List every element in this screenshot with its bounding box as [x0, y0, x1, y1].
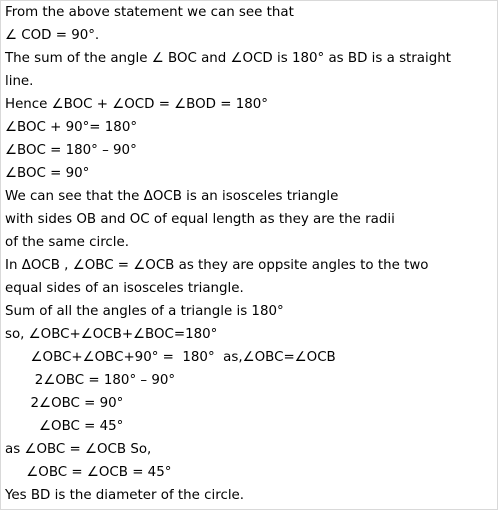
- text-line: ∠BOC = 90°: [5, 166, 90, 181]
- text-line: line.: [5, 74, 34, 89]
- text-line: The sum of the angle ∠ BOC and ∠OCD is 180° as BD is a straight: [5, 51, 451, 66]
- text-line: ∠BOC + 90°= 180°: [5, 120, 138, 135]
- text-line: Sum of all the angles of a triangle is 180°: [5, 304, 284, 319]
- text-line: so, ∠OBC+∠OCB+∠BOC=180°: [5, 327, 218, 342]
- text-line: 2∠OBC = 90°: [5, 396, 124, 411]
- text-line: ∠ COD = 90°.: [5, 28, 100, 43]
- text-line: ∠BOC = 180° – 90°: [5, 143, 137, 158]
- text-line: From the above statement we can see that: [5, 5, 294, 20]
- text-line: of the same circle.: [5, 235, 129, 250]
- text-line: ∠OBC+∠OBC+90° = 180° as,∠OBC=∠OCB: [5, 350, 336, 365]
- text-line: Yes BD is the diameter of the circle.: [5, 488, 245, 503]
- text-line: as ∠OBC = ∠OCB So,: [5, 442, 152, 457]
- text-line: with sides OB and OC of equal length as they are the radii: [5, 212, 395, 227]
- text-line: 2∠OBC = 180° – 90°: [5, 373, 176, 388]
- text-line: We can see that the ΔOCB is an isosceles triangle: [5, 189, 339, 204]
- text-line: ∠OBC = 45°: [5, 419, 124, 434]
- text-line: equal sides of an isosceles triangle.: [5, 281, 244, 296]
- text-line: ∠OBC = ∠OCB = 45°: [5, 465, 172, 480]
- text-line: In ΔOCB , ∠OBC = ∠OCB as they are oppsite angles to the two: [5, 258, 429, 273]
- text-line: Hence ∠BOC + ∠OCD = ∠BOD = 180°: [5, 97, 268, 112]
